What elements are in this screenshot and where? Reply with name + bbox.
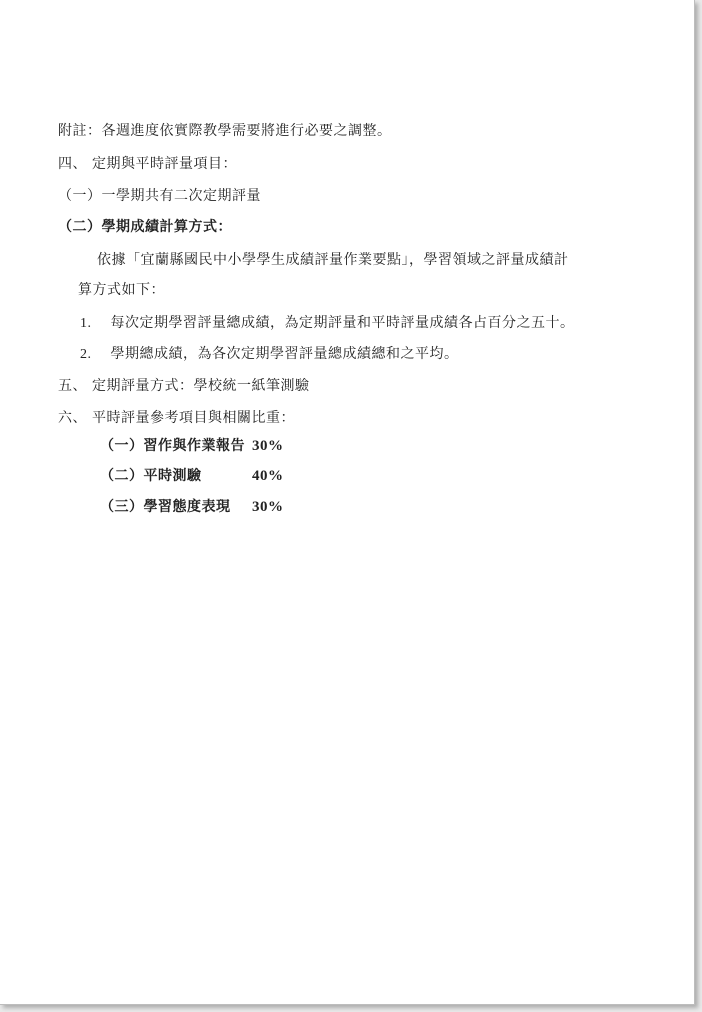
- list-item: [80, 314, 574, 333]
- section-4-heading: 四、 定期與平時評量項目：: [58, 156, 237, 172]
- score-item-percent: 30%: [252, 499, 284, 515]
- list-marker: 1.: [80, 316, 92, 331]
- score-item-percent: 40%: [252, 468, 284, 484]
- score-item-label: （二）平時測驗: [100, 468, 202, 484]
- calculation-paragraph-line-1: 依據「宜蘭縣國民中小學學生成績評量作業要點」，學習領域之評量成績計: [97, 252, 569, 268]
- section-6-heading: 六、 平時評量參考項目與相關比重：: [58, 410, 295, 426]
- section-5-heading: 五、 定期評量方式：學校統一紙筆測驗: [58, 378, 310, 394]
- score-item: [100, 437, 284, 455]
- score-item-percent: 30%: [252, 438, 284, 454]
- list-text: 每次定期學習評量總成績，為定期評量和平時評量成績各占百分之五十。: [110, 315, 575, 331]
- list-marker: 2.: [80, 347, 92, 362]
- note-line: 附註：各週進度依實際教學需要將進行必要之調整。: [58, 123, 392, 139]
- list-text: 學期總成績，為各次定期學習評量總成績總和之平均。: [110, 346, 459, 362]
- score-item: [100, 467, 284, 485]
- score-item-label: （三）學習態度表現: [100, 499, 231, 515]
- calculation-paragraph-line-2: 算方式如下：: [78, 282, 165, 298]
- list-item: [80, 345, 458, 364]
- score-item-label: （一）習作與作業報告: [100, 438, 245, 454]
- score-item: [100, 498, 284, 516]
- section-4-item-2: （二）學期成績計算方式：: [58, 219, 232, 235]
- section-4-item-1: （一）一學期共有二次定期評量: [58, 188, 261, 204]
